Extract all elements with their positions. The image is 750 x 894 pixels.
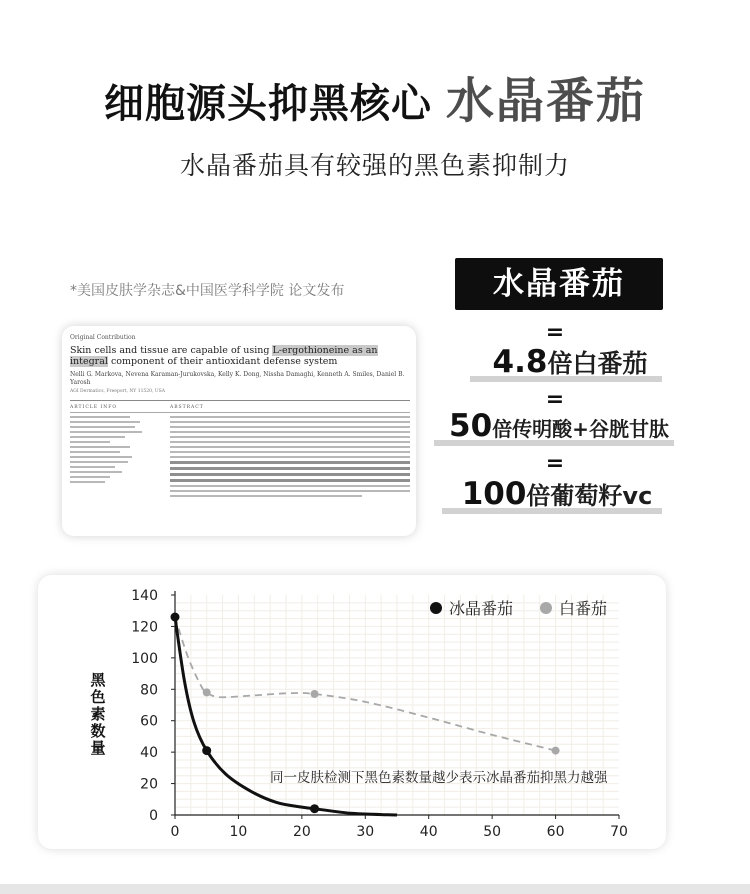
y-axis-label-char: 量 xyxy=(90,739,106,757)
headline xyxy=(0,62,750,131)
y-tick-label: 120 xyxy=(131,619,158,636)
melanin-chart xyxy=(38,575,666,849)
paper-label: Original Contribution xyxy=(70,334,136,341)
x-tick-label: 40 xyxy=(419,824,438,840)
legend-label: 冰晶番茄 xyxy=(449,599,514,618)
legend-label: 白番茄 xyxy=(559,599,608,618)
y-tick-label: 140 xyxy=(131,588,158,604)
equals-sign-2: = xyxy=(545,387,565,412)
paper-article-info xyxy=(70,405,170,497)
x-tick-label: 20 xyxy=(292,824,311,840)
paper-title-pre: Skin cells and tissue are capable of using xyxy=(70,345,273,356)
x-tick-label: 60 xyxy=(546,824,565,840)
x-tick-label: 70 xyxy=(610,824,628,840)
y-tick-label: 0 xyxy=(149,808,158,824)
y-tick-label: 100 xyxy=(131,650,158,667)
row-1-number: 4.8 xyxy=(492,344,548,380)
x-tick-label: 0 xyxy=(170,824,180,840)
paper-title-highlight: L-ergothioneine as an integral xyxy=(70,345,378,367)
data-point-crystal-tomato xyxy=(202,746,211,755)
data-point-white-tomato xyxy=(311,690,319,698)
chart-annotation: 同一皮肤检测下黑色素数量越少表示冰晶番茄抑黑力越强 xyxy=(270,770,608,786)
paper-authors: Nelli G. Markova, Nevena Karaman-Jurukovska, Kelly K. Dong, Nissha Damaghi, Kenneth A. Smiles, Daniel B. Yarosh xyxy=(70,371,405,386)
y-tick-label: 60 xyxy=(140,713,158,730)
paper-affiliation: AGI Dermatics, Freeport, NY 11520, USA xyxy=(70,389,166,394)
y-axis-label-char: 黑 xyxy=(90,671,106,689)
row-1-text: 倍白番茄 xyxy=(547,349,648,378)
y-axis-label-char: 数 xyxy=(90,722,106,740)
headline-main: 细胞源头抑黑核心 xyxy=(103,81,432,127)
source-note: *美国皮肤学杂志&中国医学科学院 论文发布 xyxy=(70,283,345,299)
legend-marker xyxy=(430,602,442,614)
y-tick-label: 80 xyxy=(140,682,158,699)
y-tick-label: 40 xyxy=(140,745,158,762)
paper-title-post: component of their antioxidant defense system xyxy=(107,356,338,367)
melanin-chart-card xyxy=(38,575,666,849)
paper-abstract xyxy=(170,405,410,497)
comparison-row-1 xyxy=(470,344,670,380)
comparison-title-box: 水晶番茄 xyxy=(455,258,663,310)
article-info-heading: ARTICLE INFO xyxy=(70,405,170,413)
legend-marker xyxy=(540,602,552,614)
data-point-crystal-tomato xyxy=(171,613,180,622)
row-2-number: 50 xyxy=(449,408,493,444)
y-axis-label-char: 色 xyxy=(90,688,106,706)
x-tick-label: 50 xyxy=(483,824,502,840)
y-tick-label: 20 xyxy=(140,776,158,793)
paper-title xyxy=(70,345,410,367)
y-axis-label-char: 素 xyxy=(90,705,106,723)
subheadline: 水晶番茄具有较强的黑色素抑制力 xyxy=(179,151,570,180)
abstract-heading: ABSTRACT xyxy=(170,405,410,413)
row-3-number: 100 xyxy=(461,476,527,512)
comparison-row-2 xyxy=(434,408,684,444)
data-point-white-tomato xyxy=(552,747,560,755)
footer-strip xyxy=(0,884,750,894)
comparison-row-3 xyxy=(442,476,672,512)
y-axis-label xyxy=(89,671,106,757)
data-point-crystal-tomato xyxy=(310,804,319,813)
x-tick-label: 30 xyxy=(356,824,375,840)
equals-sign-1: = xyxy=(545,320,565,345)
row-2-text: 倍传明酸+谷胱甘肽 xyxy=(492,417,669,441)
x-tick-label: 10 xyxy=(229,824,248,840)
headline-accent: 水晶番茄 xyxy=(445,73,646,129)
row-3-text: 倍葡萄籽vc xyxy=(526,482,653,510)
data-point-white-tomato xyxy=(203,688,211,696)
equals-sign-3: = xyxy=(545,451,565,476)
paper-excerpt-card xyxy=(62,326,416,536)
